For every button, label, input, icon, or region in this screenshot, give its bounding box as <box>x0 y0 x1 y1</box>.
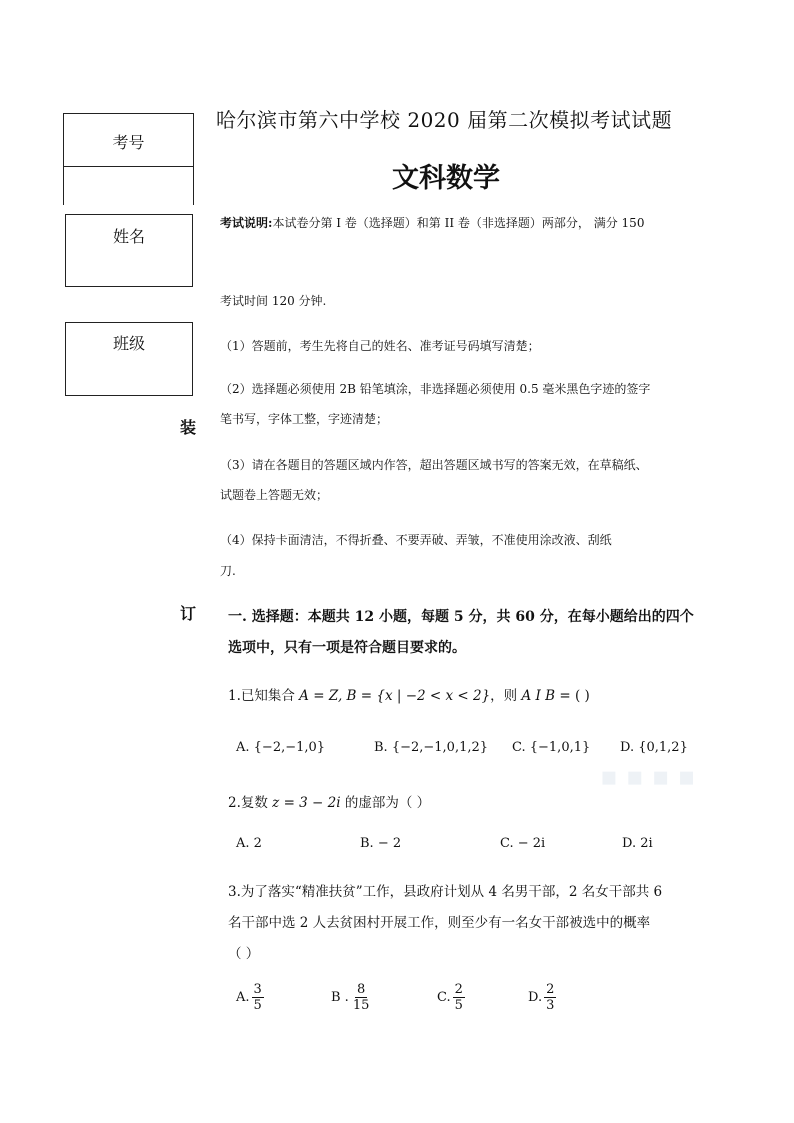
q2-expr: z = 3 − 2i <box>272 795 341 811</box>
q3-option-b-label: B . <box>331 990 349 1005</box>
q3-option-b <box>331 982 371 1013</box>
name-label: 姓名 <box>112 227 145 246</box>
exam-number-label: 考号 <box>112 133 145 152</box>
q1-option-d: D. {0,1,2} <box>620 740 688 755</box>
question-1 <box>228 684 590 704</box>
q3-option-c-fraction <box>453 982 465 1013</box>
q3-option-d-num: 2 <box>546 982 555 997</box>
q3-option-b-den: 15 <box>352 998 370 1013</box>
section1-line1: 一. 选择题：本题共 12 小题，每题 5 分，共 60 分，在每小题给出的四个 <box>228 609 694 625</box>
question-3-line2: 名干部中选 2 人去贫困村开展工作，则至少有一名女干部被选中的概率 <box>228 915 651 931</box>
q2-prefix: 2.复数 <box>228 795 273 811</box>
q1-option-b: B. {−2,−1,0,1,2} <box>374 740 489 755</box>
instruction-item-2a: （2）选择题必须使用 2B 铅笔填涂，非选择题必须使用 0.5 毫米黑色字迹的签字 <box>220 382 651 396</box>
instructions-label: 考试说明: <box>220 216 273 230</box>
instruction-item-3a: （3）请在各题目的答题区域内作答，超出答题区域书写的答案无效，在草稿纸、 <box>220 458 648 472</box>
q3-option-d <box>528 982 556 1013</box>
question-3-line3: （ ） <box>228 946 260 962</box>
q3-option-c-label: C. <box>437 990 451 1005</box>
watermark: ▪ ▪ ▪ ▪ <box>600 762 696 792</box>
q3-option-d-label: D. <box>528 990 543 1005</box>
q3-option-b-fraction <box>351 982 372 1013</box>
name-box <box>65 214 193 287</box>
q1-prefix: 1.已知集合 <box>228 688 300 704</box>
q2-suffix: 的虚部为（ ） <box>340 795 431 811</box>
q1-option-a: A. {−2,−1,0} <box>236 740 326 755</box>
instruction-item-4a: （4）保持卡面清洁，不得折叠、不要弄破、弄皱，不准使用涂改液、刮纸 <box>220 533 612 547</box>
instructions-text: 本试卷分第 I 卷（选择题）和第 II 卷（非选择题）两部分， 满分 150 <box>272 216 645 230</box>
q3-option-c-den: 5 <box>454 998 463 1013</box>
q3-option-a <box>236 982 264 1013</box>
exam-title: 哈尔滨市第六中学校 2020 届第二次模拟考试试题 <box>216 108 673 132</box>
instructions-line2: 考试时间 120 分钟. <box>220 294 327 308</box>
q3-option-c-num: 2 <box>454 982 463 997</box>
instruction-item-3b: 试题卷上答题无效； <box>220 488 329 502</box>
q2-option-a: A. 2 <box>236 836 262 851</box>
instruction-item-1: （1）答题前，考生先将自己的姓名、准考证号码填写清楚； <box>220 339 540 353</box>
q3-option-a-fraction <box>252 982 264 1013</box>
q2-option-b: B. − 2 <box>360 836 402 851</box>
instruction-item-2b: 笔书写，字体工整，字迹清楚； <box>220 412 389 426</box>
q3-option-b-num: 8 <box>356 982 366 997</box>
q1-option-c: C. {−1,0,1} <box>512 740 591 755</box>
q1-expr2: A I B <box>521 688 556 704</box>
q3-option-d-den: 3 <box>546 998 555 1013</box>
q3-option-a-num: 3 <box>253 982 262 997</box>
question-3-line1: 3.为了落实“精准扶贫”工作，县政府计划从 4 名男干部，2 名女干部共 6 <box>228 884 663 900</box>
q1-expr: A = Z, B = {x | −2 < x < 2} <box>299 688 491 704</box>
binding-mark-zhuang: 装 <box>180 418 197 437</box>
q3-option-a-den: 5 <box>253 998 262 1013</box>
q3-option-c <box>437 982 465 1013</box>
q3-option-a-label: A. <box>236 990 250 1005</box>
section1-line2: 选项中，只有一项是符合题目要求的。 <box>228 640 466 656</box>
q2-option-c: C. − 2i <box>500 836 546 851</box>
class-box <box>65 322 193 396</box>
q3-option-d-fraction <box>544 982 556 1013</box>
question-2 <box>228 791 430 811</box>
q1-tail: = ( ) <box>555 688 590 704</box>
binding-mark-ding: 订 <box>180 604 197 623</box>
class-label: 班级 <box>112 334 145 353</box>
subject-title: 文科数学 <box>392 163 500 194</box>
q1-suffix: ，则 <box>490 688 522 704</box>
instruction-item-4b: 刀. <box>220 564 236 578</box>
instructions-line1 <box>220 214 644 231</box>
q2-option-d: D. 2i <box>622 836 653 851</box>
